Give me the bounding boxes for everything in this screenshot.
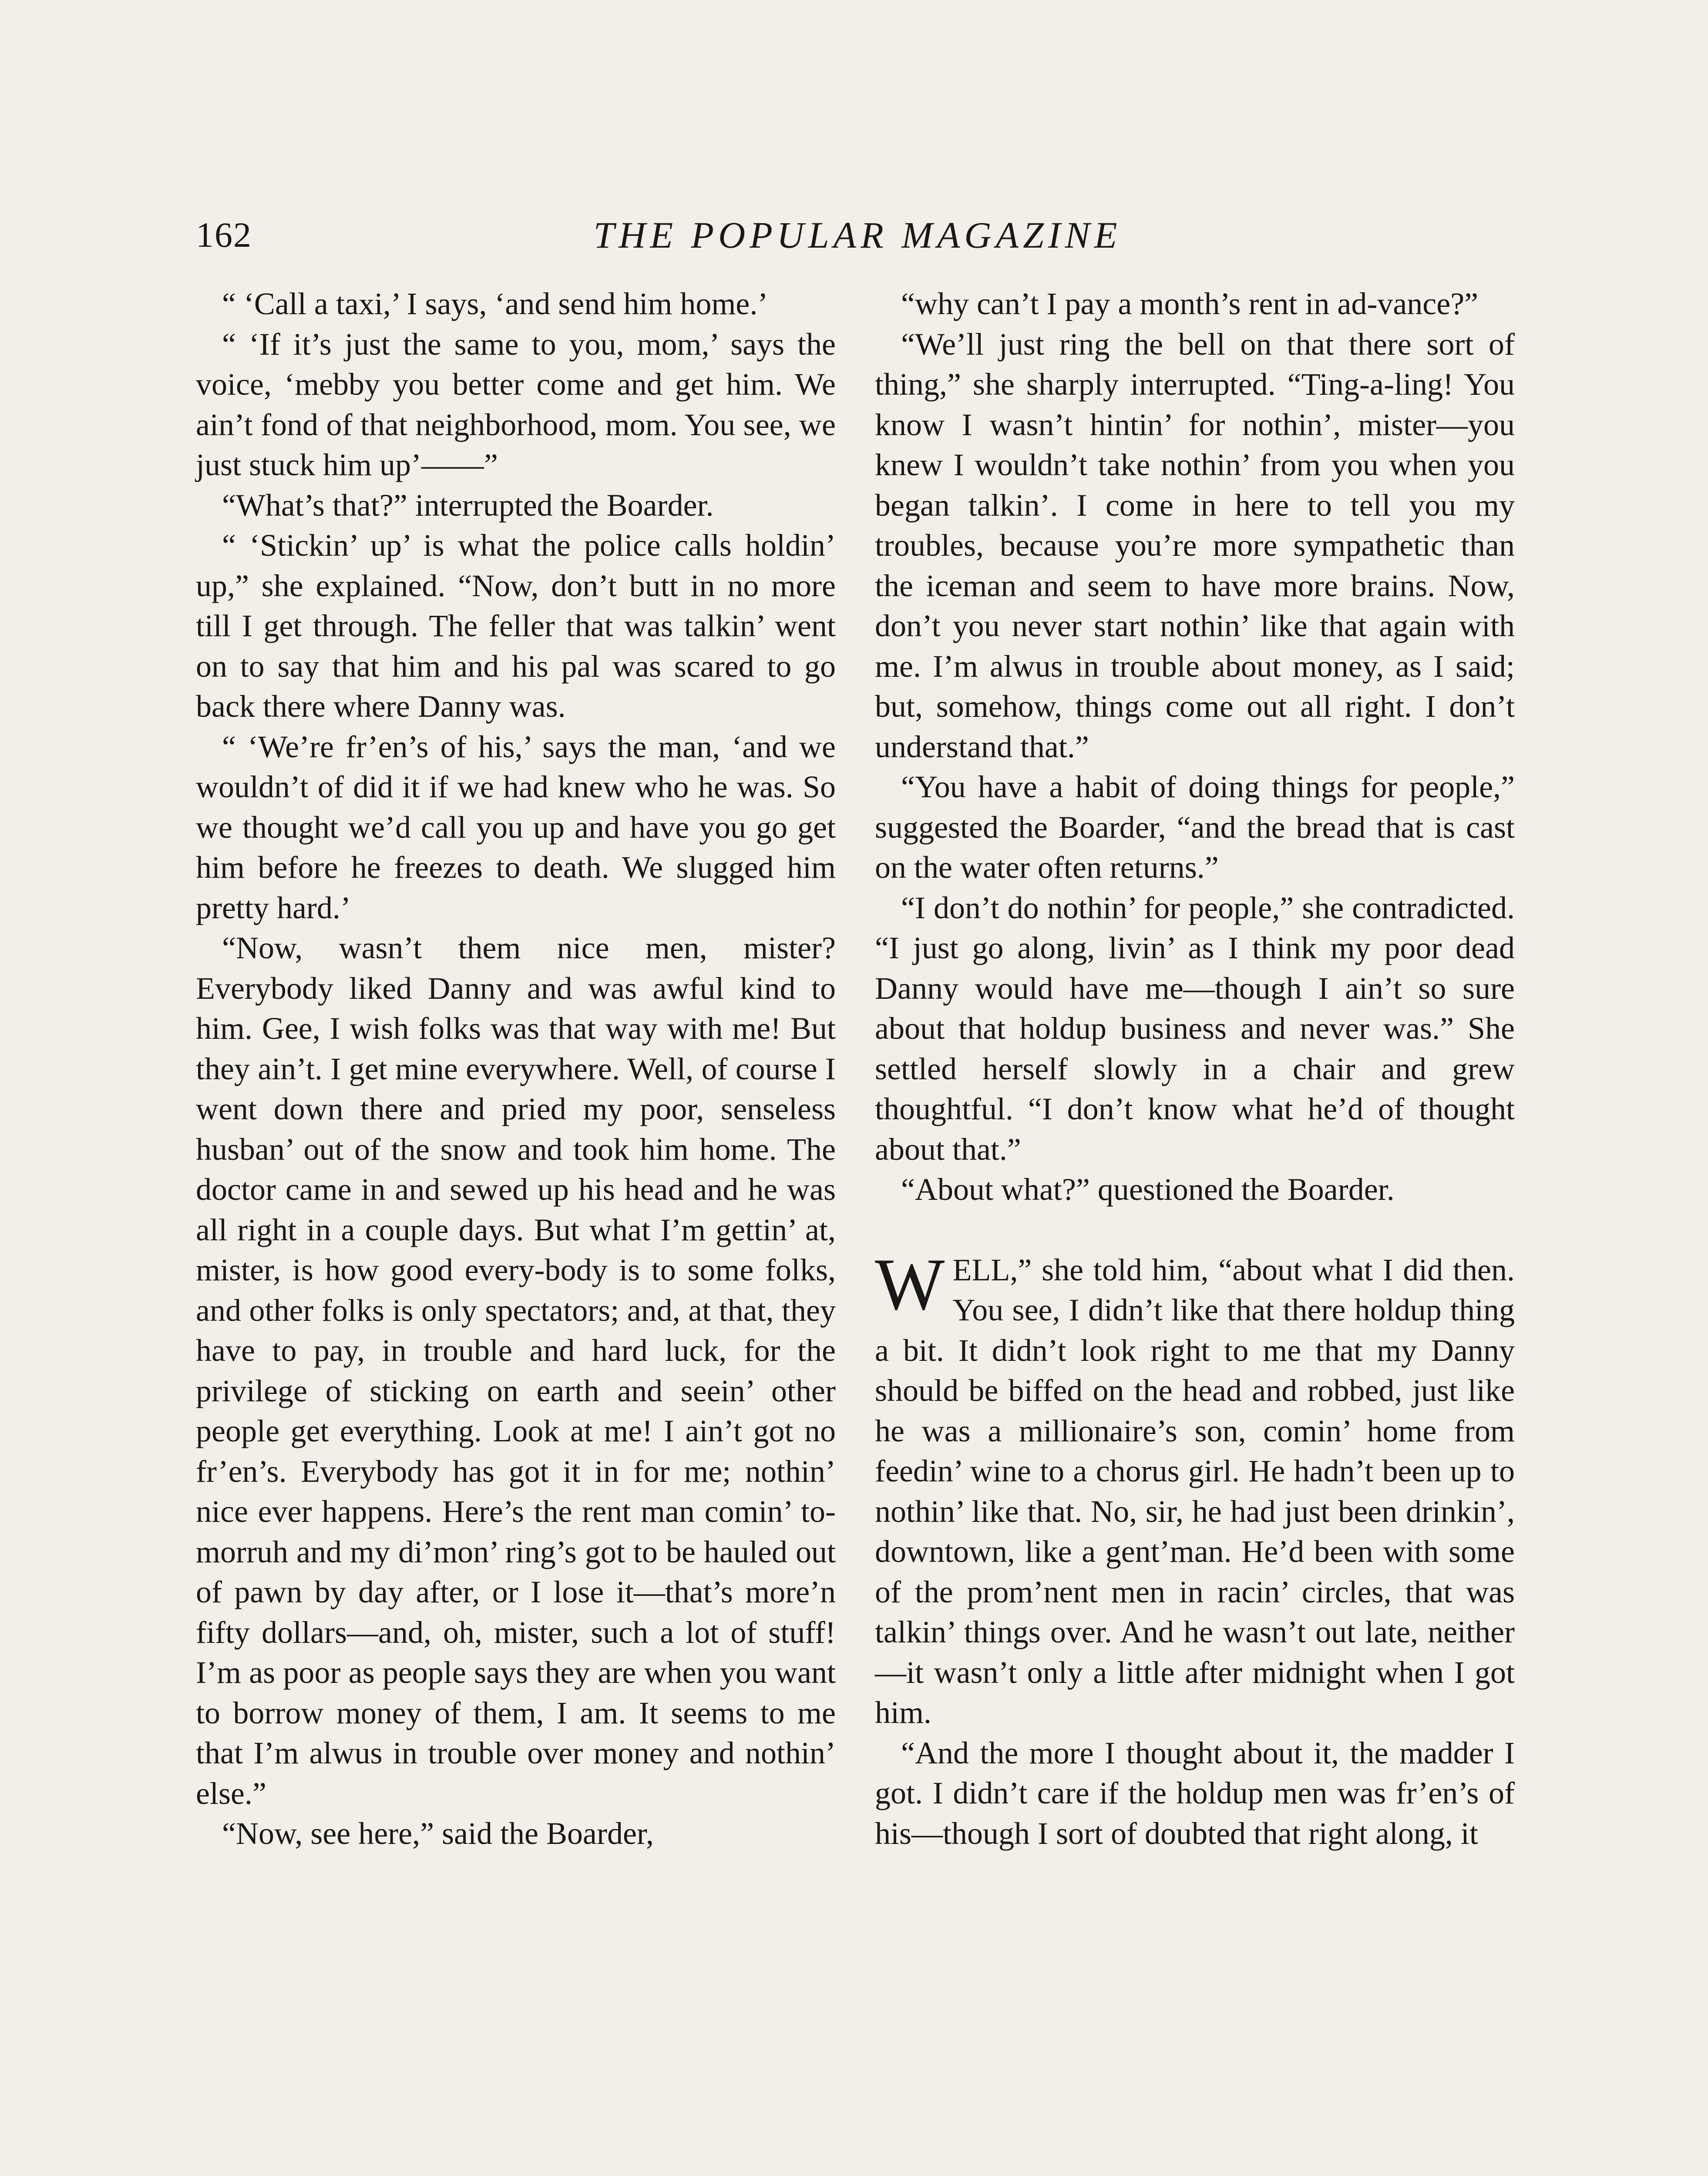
paragraph: “Now, see here,” said the Boarder, (222, 1816, 654, 1851)
paragraph: “ ‘Stickin’ up’ is what the police calls holdin’ up,” she explained. “Now, don’t butt in no more till I get through. The feller that was talkin’ went on to say that him and his pal was scared to go back there where Danny was. (196, 528, 836, 724)
paragraph: “ ‘We’re fr’en’s of his,’ says the man, ‘and we wouldn’t of did it if we had knew who he was. So we thought we’d call you up and have you go get him before he freezes to death. We slugged him pretty hard.’ (196, 729, 836, 925)
drop-cap: W (875, 1243, 945, 1325)
dropcap-paragraph (875, 1243, 1515, 1733)
paragraph: “I don’t do nothin’ for people,” she contradicted. “I just go along, livin’ as I think my poor dead Danny would have me—though I ain’t so sure about that holdup business and never was.” She settled herself slowly in a chair and grew thoughtful. “I don’t know what he’d of thought about that.” (875, 890, 1515, 1167)
page-number: 162 (196, 215, 252, 255)
left-column (196, 284, 836, 1854)
page-header (0, 209, 1708, 261)
paragraph: “And the more I thought about it, the madder I got. I didn’t care if the holdup men was fr’en’s of his—though I sort of doubted that right along, it (875, 1735, 1515, 1851)
dropcap-paragraph-text: ELL,” she told him, “about what I did then. You see, I didn’t like that there holdup thing a bit. It didn’t look right to me that my Danny should be biffed on the head and robbed, just like he was a millionaire’s son, comin’ home from feedin’ wine to a chorus girl. He hadn’t been up to nothin’ like that. No, sir, he had just been drinkin’, downtown, like a gent’man. He’d been with some of the prom’nent men in racin’ circles, that was talkin’ things over. And he wasn’t out late, neither —it wasn’t only a little after midnight when I got him. (875, 1252, 1515, 1730)
paragraph: “What’s that?” interrupted the Boarder. (222, 487, 714, 523)
paragraph: “Now, wasn’t them nice men, mister? Everybody liked Danny and was awful kind to him. Gee, I wish folks was that way with me! But they ain’t. I get mine everywhere. Well, of course I went down there and pried my poor, senseless husban’ out of the snow and took him home. The doctor came in and sewed up his head and he was all right in a couple days. But what I’m gettin’ at, mister, is how good every-body is to some folks, and other folks is only spectators; and, at that, they have to pay, in trouble and hard luck, for the privilege of sticking on earth and seein’ other people get everything. Look at me! I ain’t got no fr’en’s. Everybody has got it in for me; nothin’ nice ever happens. Here’s the rent man comin’ to-morruh and my di’mon’ ring’s got to be hauled out of pawn by day after, or I lose it—that’s more’n fifty dollars—and, oh, mister, such a lot of stuff! I’m as poor as people says they are when you want to borrow money of them, I am. It seems to me that I’m alwus in trouble over money and nothin’ else.” (196, 930, 836, 1811)
running-title: THE POPULAR MAGAZINE (593, 214, 1122, 256)
paragraph: “You have a habit of doing things for people,” suggested the Boarder, “and the bread that is cast on the water often returns.” (875, 769, 1515, 885)
right-column (875, 284, 1515, 1854)
paragraph: “ ‘Call a taxi,’ I says, ‘and send him home.’ (222, 286, 768, 321)
paragraph: “We’ll just ring the bell on that there sort of thing,” she sharply interrupted. “Ting-a-ling! You know I wasn’t hintin’ for nothin’, mister—you knew I wouldn’t take nothin’ from you when you began talkin’. I come in here to tell you my troubles, because you’re more sympathetic than the iceman and seem to have more brains. Now, don’t you never start nothin’ like that again with me. I’m alwus in trouble about money, as I said; but, somehow, things come out all right. I don’t understand that.” (875, 326, 1515, 764)
paragraph: “About what?” questioned the Boarder. (901, 1172, 1395, 1207)
section-break (875, 1210, 1515, 1250)
paragraph: “ ‘If it’s just the same to you, mom,’ says the voice, ‘mebby you better come and get him. We ain’t fond of that neighborhood, mom. You see, we just stuck him up’——” (196, 326, 836, 482)
paragraph: “why can’t I pay a month’s rent in ad-vance?” (901, 286, 1479, 321)
